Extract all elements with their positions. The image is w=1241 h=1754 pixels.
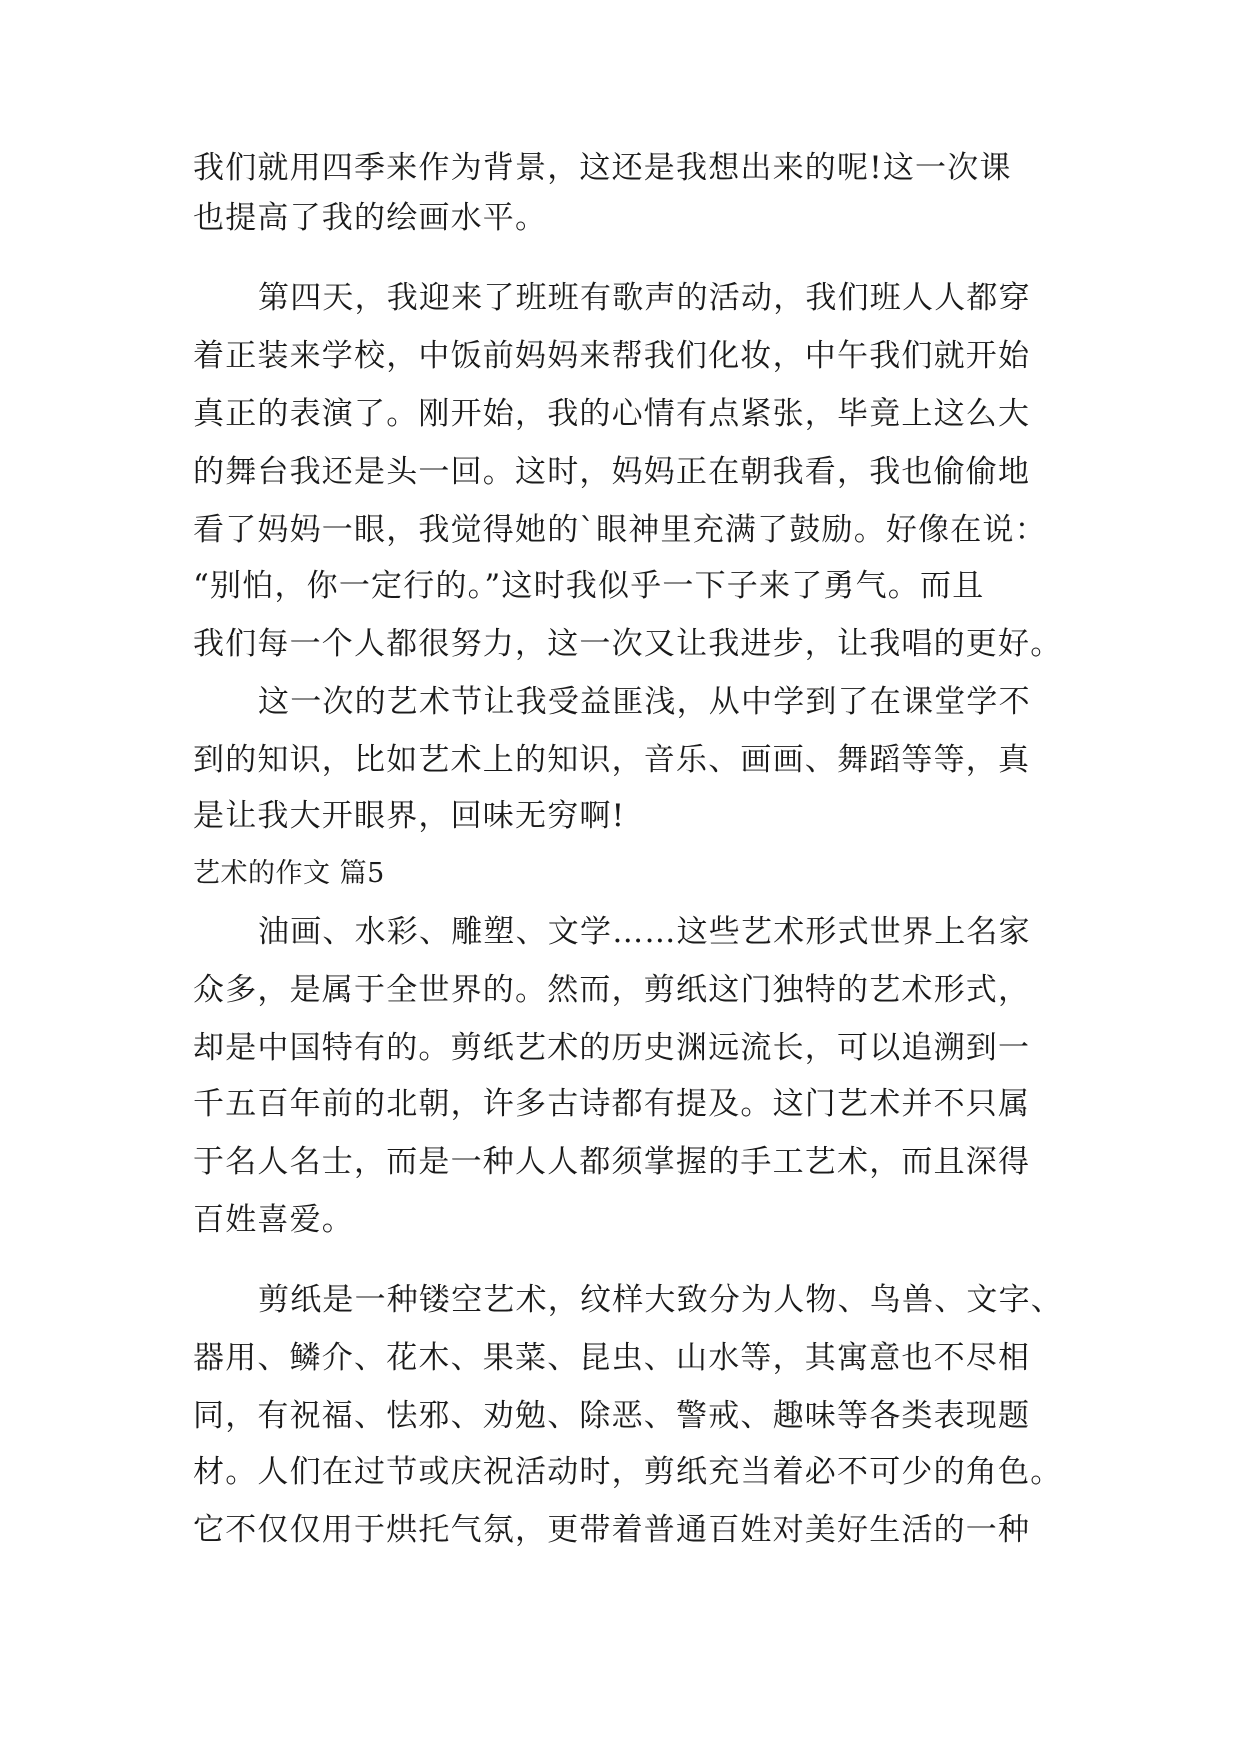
text-line: 它不仅仅用于烘托气氛，更带着普通百姓对美好生活的一种 [193,1512,1031,1548]
text-line: 千五百年前的北朝，许多古诗都有提及。这门艺术并不只属 [193,1086,1031,1122]
text-line: 同，有祝福、怯邪、劝勉、除恶、警戒、趣味等各类表现题 [193,1398,1031,1434]
paragraph-first-line: 油画、水彩、雕塑、文学……这些艺术形式世界上名家 [258,914,1031,950]
text-line: 我们每一个人都很努力，这一次又让我进步，让我唱的更好。 [193,626,1063,662]
text-line: 于名人名士，而是一种人人都须掌握的手工艺术，而且深得 [193,1144,1031,1180]
text-line: 百姓喜爱。 [193,1202,354,1238]
text-line: 却是中国特有的。剪纸艺术的历史渊远流长，可以追溯到一 [193,1030,1031,1066]
text-line: 也提高了我的绘画水平。 [193,200,548,236]
paragraph-first-line: 这一次的艺术节让我受益匪浅，从中学到了在课堂学不 [258,684,1031,720]
text-line: 真正的表演了。刚开始，我的心情有点紧张，毕竟上这么大 [193,396,1031,432]
paragraph-first-line: 第四天，我迎来了班班有歌声的活动，我们班人人都穿 [258,280,1031,316]
text-line: 到的知识，比如艺术上的知识，音乐、画画、舞蹈等等，真 [193,742,1031,778]
text-line: 着正装来学校，中饭前妈妈来帮我们化妆，中午我们就开始 [193,338,1031,374]
text-line: 器用、鳞介、花木、果菜、昆虫、山水等，其寓意也不尽相 [193,1340,1031,1376]
section-heading: 艺术的作文 篇5 [193,858,385,889]
text-line: “别怕，你一定行的。”这时我似乎一下子来了勇气。而且 [193,568,985,604]
text-line: 我们就用四季来作为背景，这还是我想出来的呢!这一次课 [193,150,1012,186]
paragraph-first-line: 剪纸是一种镂空艺术，纹样大致分为人物、鸟兽、文字、 [258,1282,1063,1318]
text-line: 的舞台我还是头一回。这时，妈妈正在朝我看，我也偷偷地 [193,454,1031,490]
text-line: 众多，是属于全世界的。然而，剪纸这门独特的艺术形式， [193,972,1031,1008]
text-line: 材。人们在过节或庆祝活动时，剪纸充当着必不可少的角色。 [193,1454,1063,1490]
text-line: 看了妈妈一眼，我觉得她的`眼神里充满了鼓励。好像在说： [193,512,1047,548]
text-line: 是让我大开眼界，回味无穷啊! [193,798,626,834]
